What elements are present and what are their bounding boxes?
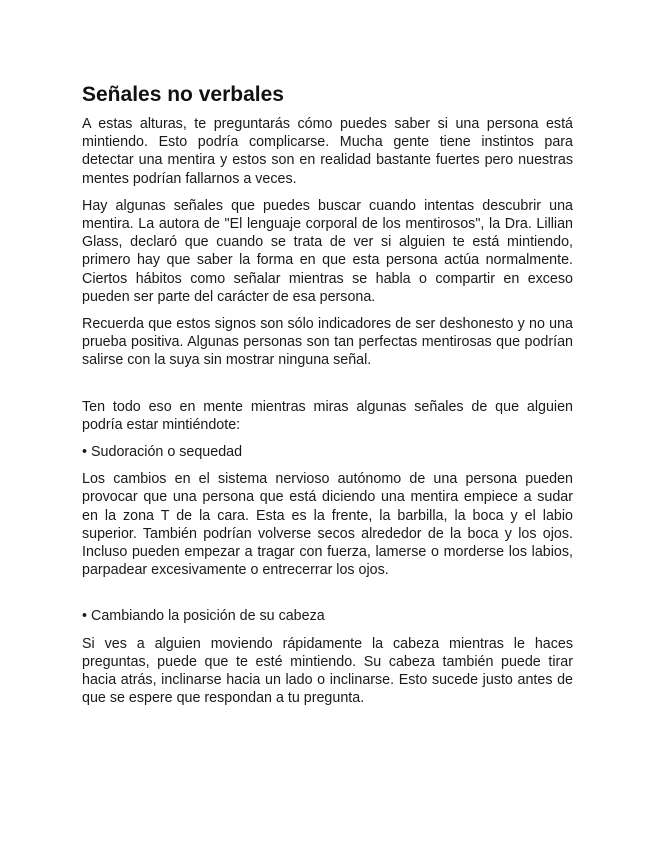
document-page [82,82,573,716]
glass-paragraph: Hay algunas señales que puedes buscar cuando intentas descubrir una mentira. La autora de "El lenguaje corporal de los mentirosos", la Dra. Lillian Glass, declaró que cuando se trata de ver si alguien te está mintiendo, primero hay que saber la forma en que esta persona actúa normalmente. Ciertos hábitos como señalar mientras se habla o compartir en exceso pueden ser parte del carácter de esa persona. [82,197,573,305]
head-position-paragraph: Si ves a alguien moviendo rápidamente la cabeza mientras le haces preguntas, puede que te esté mintiendo. Su cabeza también puede tirar hacia atrás, inclinarse hacia un lado o inclinarse. Esto sucede justo antes de que se espere que respondan a tu pregunta. [82,635,573,707]
bullet-heading-head-position [82,607,573,625]
bullet-icon: • [82,608,88,625]
bullet-heading-text: Sudoración o sequedad [91,444,243,461]
intro-paragraph: A estas alturas, te preguntarás cómo puedes saber si una persona está mintiendo. Esto podría complicarse. Mucha gente tiene instintos para detectar una mentira y estos son en realidad bastante fuertes pero nuestras mentes podrían fallarnos a veces. [82,116,573,187]
reminder-paragraph: Recuerda que estos signos son sólo indicadores de ser deshonesto y no una prueba positiva. Algunas personas son tan perfectas mentirosas que podrían salirse con la suya sin mostrar ninguna señal. [82,316,573,369]
sweating-paragraph: Los cambios en el sistema nervioso autónomo de una persona pueden provocar que una persona que está diciendo una mentira empiece a sudar en la zona T de la cara. Esta es la frente, la barbilla, la boca y el labio superior. También podrían volverse secos alrededor de la boca y los ojos. Incluso pueden empezar a tragar con fuerza, lamerse o morderse los labios, parpadear excesivamente o entrecerrar los ojos. [82,471,573,579]
bullet-icon: • [82,444,88,461]
bullet-heading-sweating [82,443,573,461]
page-title: Señales no verbales [82,83,284,106]
bullet-heading-text: Cambiando la posición de su cabeza [91,608,325,625]
lead-in-paragraph: Ten todo eso en mente mientras miras algunas señales de que alguien podría estar mintiéndote: [82,398,573,433]
